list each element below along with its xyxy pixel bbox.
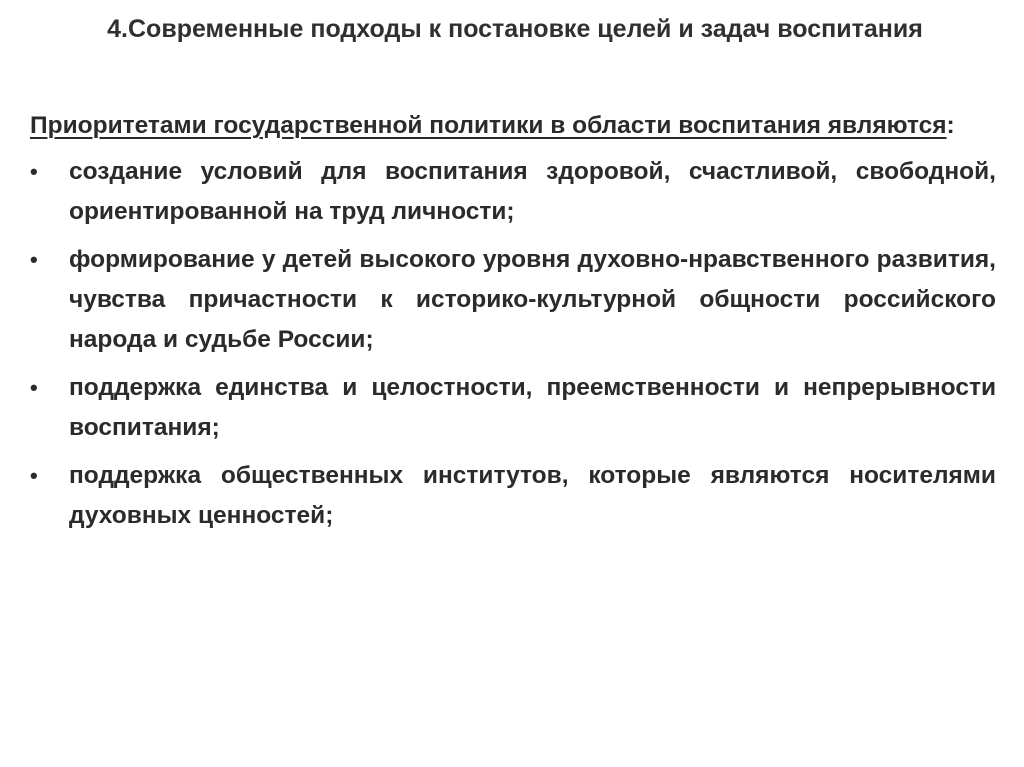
bullet-marker-icon: •: [30, 159, 38, 184]
list-item-text: поддержка единства и целостности, преемственности и непрерывности воспитания;: [69, 374, 996, 441]
list-item-text: создание условий для воспитания здоровой, счастливой, свободной, ориентированной на труд личности;: [69, 158, 996, 225]
intro-suffix: :: [946, 112, 955, 139]
bullet-marker-icon: •: [30, 375, 38, 400]
priority-list: [30, 152, 996, 536]
list-item-text: формирование у детей высокого уровня духовно-нравственного развития, чувства причастности к историко-культурной общности российского народа и судьбе России;: [69, 246, 996, 353]
intro-underlined-text: Приоритетами государственной политики в области воспитания являются: [30, 112, 947, 139]
list-item: [30, 152, 996, 232]
intro-text: [30, 106, 996, 146]
bullet-marker-icon: •: [30, 463, 38, 488]
slide-content: [30, 106, 996, 544]
slide-title: 4.Современные подходы к постановке целей и задач воспитания: [107, 15, 923, 43]
list-item: [30, 456, 996, 536]
list-item: [30, 240, 996, 360]
list-item-text: поддержка общественных институтов, которые являются носителями духовных ценностей;: [69, 462, 996, 529]
list-item: [30, 368, 996, 448]
bullet-marker-icon: •: [30, 247, 38, 272]
